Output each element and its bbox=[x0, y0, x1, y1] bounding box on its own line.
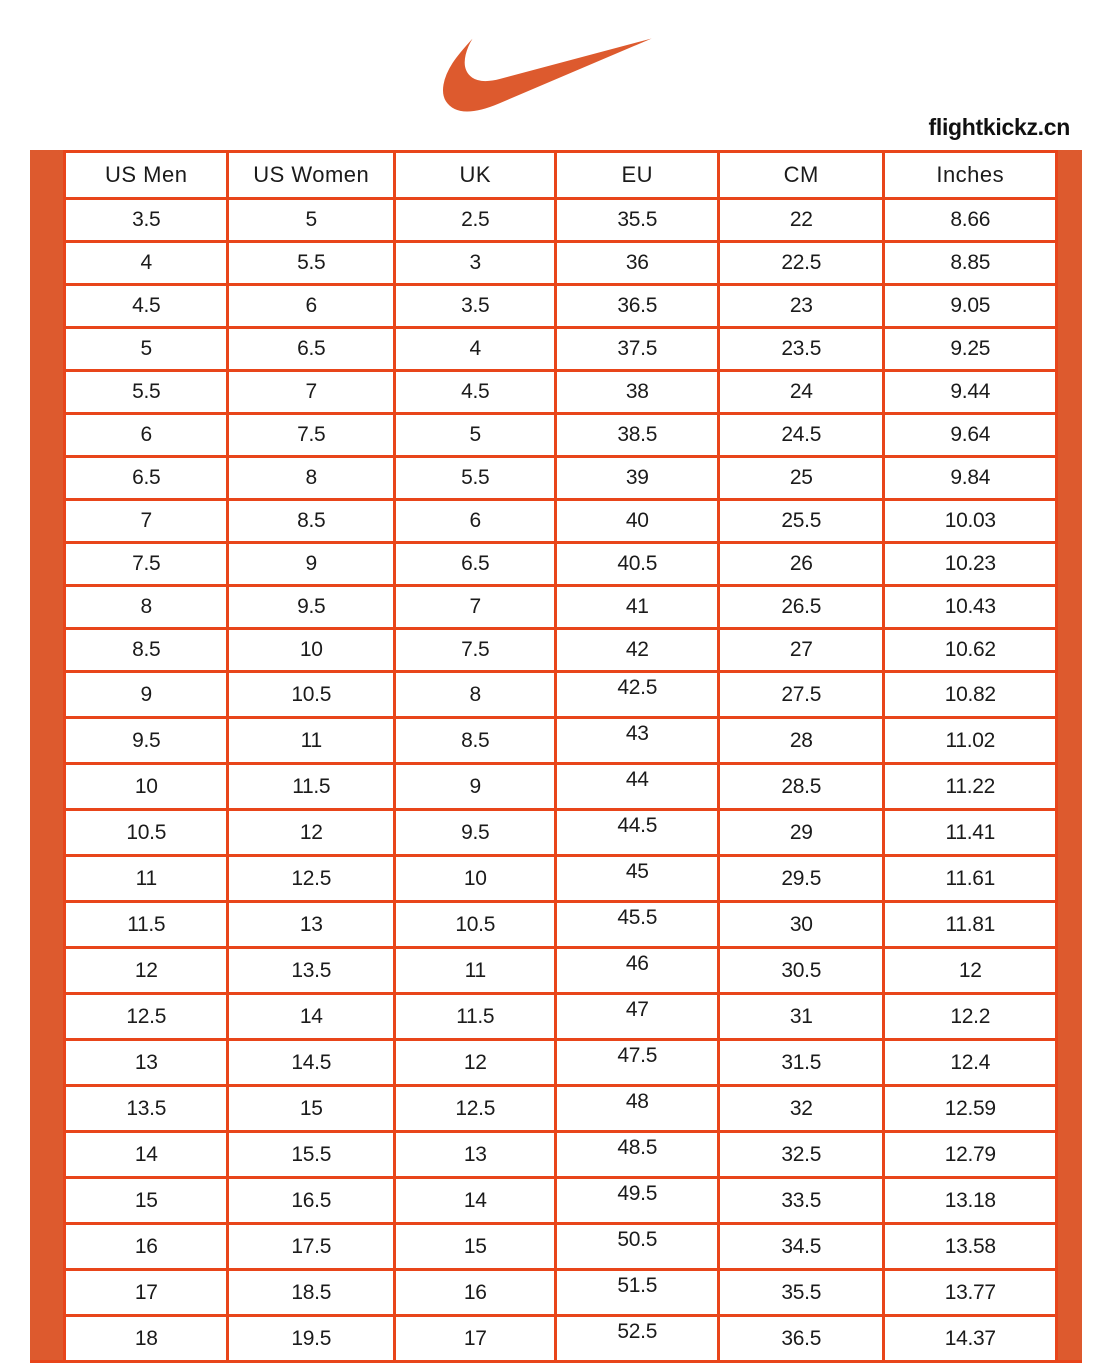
size-cell: 32.5 bbox=[719, 1132, 884, 1178]
size-cell: 7 bbox=[395, 586, 556, 629]
size-cell: 12.5 bbox=[228, 856, 395, 902]
size-cell: 9.5 bbox=[395, 810, 556, 856]
size-cell: 17 bbox=[395, 1316, 556, 1362]
table-row bbox=[65, 414, 1057, 457]
size-cell: 13.77 bbox=[884, 1270, 1057, 1316]
size-cell: 25 bbox=[719, 457, 884, 500]
size-conversion-chart bbox=[30, 150, 1082, 1363]
size-cell: 11.41 bbox=[884, 810, 1057, 856]
size-cell: 11.02 bbox=[884, 718, 1057, 764]
size-cell: 10.5 bbox=[65, 810, 228, 856]
size-cell: 14.37 bbox=[884, 1316, 1057, 1362]
size-cell: 24 bbox=[719, 371, 884, 414]
size-cell: 7 bbox=[65, 500, 228, 543]
size-cell: 9.5 bbox=[228, 586, 395, 629]
size-cell: 23.5 bbox=[719, 328, 884, 371]
size-cell: 9.84 bbox=[884, 457, 1057, 500]
size-cell: 4.5 bbox=[395, 371, 556, 414]
size-cell: 6 bbox=[395, 500, 556, 543]
right-accent-bar bbox=[1058, 150, 1082, 1363]
size-cell: 35.5 bbox=[719, 1270, 884, 1316]
size-cell: 7.5 bbox=[228, 414, 395, 457]
size-cell: 6 bbox=[65, 414, 228, 457]
size-cell: 3.5 bbox=[65, 199, 228, 242]
size-cell: 10.23 bbox=[884, 543, 1057, 586]
size-cell: 9.05 bbox=[884, 285, 1057, 328]
size-cell: 13.18 bbox=[884, 1178, 1057, 1224]
size-cell: 12 bbox=[65, 948, 228, 994]
size-cell: 5.5 bbox=[395, 457, 556, 500]
size-cell: 22.5 bbox=[719, 242, 884, 285]
size-cell: 29 bbox=[719, 810, 884, 856]
size-cell: 14 bbox=[65, 1132, 228, 1178]
size-cell: 12.79 bbox=[884, 1132, 1057, 1178]
size-cell: 45 bbox=[556, 856, 719, 902]
size-cell: 30 bbox=[719, 902, 884, 948]
table-row bbox=[65, 242, 1057, 285]
size-cell: 12.5 bbox=[65, 994, 228, 1040]
size-cell: 46 bbox=[556, 948, 719, 994]
size-cell: 9 bbox=[395, 764, 556, 810]
table-row bbox=[65, 718, 1057, 764]
size-cell: 12.59 bbox=[884, 1086, 1057, 1132]
header-row bbox=[65, 152, 1057, 199]
size-cell: 5.5 bbox=[228, 242, 395, 285]
size-cell: 11 bbox=[65, 856, 228, 902]
size-cell: 40.5 bbox=[556, 543, 719, 586]
size-cell: 28.5 bbox=[719, 764, 884, 810]
size-cell: 45.5 bbox=[556, 902, 719, 948]
size-cell: 10.62 bbox=[884, 629, 1057, 672]
size-cell: 16 bbox=[395, 1270, 556, 1316]
size-cell: 8 bbox=[65, 586, 228, 629]
size-cell: 47 bbox=[556, 994, 719, 1040]
table-row bbox=[65, 810, 1057, 856]
size-cell: 4 bbox=[395, 328, 556, 371]
size-cell: 31 bbox=[719, 994, 884, 1040]
size-cell: 5 bbox=[228, 199, 395, 242]
size-cell: 10 bbox=[395, 856, 556, 902]
size-cell: 14.5 bbox=[228, 1040, 395, 1086]
size-cell: 42.5 bbox=[556, 672, 719, 718]
size-cell: 19.5 bbox=[228, 1316, 395, 1362]
size-cell: 13 bbox=[395, 1132, 556, 1178]
size-cell: 5 bbox=[65, 328, 228, 371]
size-cell: 12 bbox=[884, 948, 1057, 994]
size-cell: 15 bbox=[228, 1086, 395, 1132]
column-header: US Men bbox=[65, 152, 228, 199]
column-header: EU bbox=[556, 152, 719, 199]
size-cell: 9.64 bbox=[884, 414, 1057, 457]
size-cell: 22 bbox=[719, 199, 884, 242]
size-cell: 5 bbox=[395, 414, 556, 457]
column-header: US Women bbox=[228, 152, 395, 199]
table-row bbox=[65, 285, 1057, 328]
size-cell: 26.5 bbox=[719, 586, 884, 629]
size-cell: 9.44 bbox=[884, 371, 1057, 414]
table-row bbox=[65, 1270, 1057, 1316]
size-cell: 16 bbox=[65, 1224, 228, 1270]
size-cell: 2.5 bbox=[395, 199, 556, 242]
size-cell: 8.5 bbox=[228, 500, 395, 543]
size-cell: 48.5 bbox=[556, 1132, 719, 1178]
size-cell: 11 bbox=[395, 948, 556, 994]
size-cell: 13 bbox=[65, 1040, 228, 1086]
size-cell: 14 bbox=[395, 1178, 556, 1224]
nike-swoosh-icon bbox=[443, 26, 653, 124]
size-cell: 15.5 bbox=[228, 1132, 395, 1178]
column-header: Inches bbox=[884, 152, 1057, 199]
size-table bbox=[63, 150, 1058, 1363]
size-cell: 37.5 bbox=[556, 328, 719, 371]
table-row bbox=[65, 1178, 1057, 1224]
size-cell: 8 bbox=[228, 457, 395, 500]
size-cell: 44.5 bbox=[556, 810, 719, 856]
size-cell: 43 bbox=[556, 718, 719, 764]
size-cell: 6 bbox=[228, 285, 395, 328]
size-cell: 13.58 bbox=[884, 1224, 1057, 1270]
size-cell: 4.5 bbox=[65, 285, 228, 328]
size-cell: 8 bbox=[395, 672, 556, 718]
size-cell: 27 bbox=[719, 629, 884, 672]
size-cell: 12 bbox=[228, 810, 395, 856]
size-cell: 29.5 bbox=[719, 856, 884, 902]
size-cell: 8.85 bbox=[884, 242, 1057, 285]
size-cell: 10.03 bbox=[884, 500, 1057, 543]
site-watermark: flightkickz.cn bbox=[928, 114, 1070, 140]
size-cell: 6.5 bbox=[228, 328, 395, 371]
size-cell: 12.5 bbox=[395, 1086, 556, 1132]
size-cell: 49.5 bbox=[556, 1178, 719, 1224]
size-cell: 34.5 bbox=[719, 1224, 884, 1270]
size-cell: 12 bbox=[395, 1040, 556, 1086]
size-cell: 7.5 bbox=[395, 629, 556, 672]
size-cell: 36 bbox=[556, 242, 719, 285]
size-cell: 10 bbox=[228, 629, 395, 672]
size-cell: 36.5 bbox=[556, 285, 719, 328]
size-cell: 9.5 bbox=[65, 718, 228, 764]
size-cell: 10.43 bbox=[884, 586, 1057, 629]
size-cell: 9 bbox=[65, 672, 228, 718]
table-row bbox=[65, 856, 1057, 902]
size-cell: 32 bbox=[719, 1086, 884, 1132]
table-row bbox=[65, 371, 1057, 414]
size-cell: 42 bbox=[556, 629, 719, 672]
size-cell: 12.2 bbox=[884, 994, 1057, 1040]
size-cell: 18 bbox=[65, 1316, 228, 1362]
size-cell: 10.5 bbox=[228, 672, 395, 718]
column-header: UK bbox=[395, 152, 556, 199]
table-row bbox=[65, 1224, 1057, 1270]
size-cell: 40 bbox=[556, 500, 719, 543]
table-row bbox=[65, 629, 1057, 672]
size-cell: 51.5 bbox=[556, 1270, 719, 1316]
size-cell: 36.5 bbox=[719, 1316, 884, 1362]
table-row bbox=[65, 1132, 1057, 1178]
size-cell: 11.22 bbox=[884, 764, 1057, 810]
size-cell: 13 bbox=[228, 902, 395, 948]
size-cell: 38 bbox=[556, 371, 719, 414]
table-row bbox=[65, 500, 1057, 543]
size-cell: 11.5 bbox=[395, 994, 556, 1040]
size-cell: 14 bbox=[228, 994, 395, 1040]
table-row bbox=[65, 543, 1057, 586]
size-cell: 25.5 bbox=[719, 500, 884, 543]
size-cell: 6.5 bbox=[395, 543, 556, 586]
size-cell: 8.5 bbox=[395, 718, 556, 764]
size-cell: 39 bbox=[556, 457, 719, 500]
table-row bbox=[65, 1086, 1057, 1132]
size-cell: 11.5 bbox=[65, 902, 228, 948]
table-row bbox=[65, 994, 1057, 1040]
size-cell: 13.5 bbox=[228, 948, 395, 994]
size-cell: 7 bbox=[228, 371, 395, 414]
size-cell: 38.5 bbox=[556, 414, 719, 457]
size-cell: 44 bbox=[556, 764, 719, 810]
size-cell: 7.5 bbox=[65, 543, 228, 586]
size-cell: 17.5 bbox=[228, 1224, 395, 1270]
column-header: CM bbox=[719, 152, 884, 199]
size-cell: 35.5 bbox=[556, 199, 719, 242]
size-cell: 9 bbox=[228, 543, 395, 586]
size-cell: 3 bbox=[395, 242, 556, 285]
table-row bbox=[65, 586, 1057, 629]
size-cell: 8.66 bbox=[884, 199, 1057, 242]
size-cell: 31.5 bbox=[719, 1040, 884, 1086]
table-row bbox=[65, 948, 1057, 994]
table-row bbox=[65, 328, 1057, 371]
table-row bbox=[65, 199, 1057, 242]
size-cell: 47.5 bbox=[556, 1040, 719, 1086]
size-cell: 11 bbox=[228, 718, 395, 764]
size-cell: 8.5 bbox=[65, 629, 228, 672]
size-cell: 13.5 bbox=[65, 1086, 228, 1132]
size-cell: 18.5 bbox=[228, 1270, 395, 1316]
size-cell: 12.4 bbox=[884, 1040, 1057, 1086]
size-cell: 15 bbox=[395, 1224, 556, 1270]
size-cell: 11.61 bbox=[884, 856, 1057, 902]
table-row bbox=[65, 457, 1057, 500]
size-cell: 11.5 bbox=[228, 764, 395, 810]
table-row bbox=[65, 902, 1057, 948]
size-cell: 10.82 bbox=[884, 672, 1057, 718]
table-body bbox=[65, 199, 1057, 1362]
size-cell: 52.5 bbox=[556, 1316, 719, 1362]
size-cell: 11.81 bbox=[884, 902, 1057, 948]
size-cell: 41 bbox=[556, 586, 719, 629]
table-row bbox=[65, 1316, 1057, 1362]
size-cell: 48 bbox=[556, 1086, 719, 1132]
size-cell: 15 bbox=[65, 1178, 228, 1224]
size-cell: 28 bbox=[719, 718, 884, 764]
size-cell: 10 bbox=[65, 764, 228, 810]
size-cell: 9.25 bbox=[884, 328, 1057, 371]
size-cell: 16.5 bbox=[228, 1178, 395, 1224]
size-cell: 30.5 bbox=[719, 948, 884, 994]
table-row bbox=[65, 764, 1057, 810]
size-cell: 24.5 bbox=[719, 414, 884, 457]
size-cell: 33.5 bbox=[719, 1178, 884, 1224]
size-cell: 6.5 bbox=[65, 457, 228, 500]
size-cell: 23 bbox=[719, 285, 884, 328]
size-cell: 5.5 bbox=[65, 371, 228, 414]
table-row bbox=[65, 1040, 1057, 1086]
size-cell: 10.5 bbox=[395, 902, 556, 948]
size-cell: 27.5 bbox=[719, 672, 884, 718]
left-accent-bar bbox=[30, 150, 63, 1363]
table-row bbox=[65, 672, 1057, 718]
size-cell: 17 bbox=[65, 1270, 228, 1316]
size-cell: 3.5 bbox=[395, 285, 556, 328]
size-cell: 4 bbox=[65, 242, 228, 285]
size-cell: 50.5 bbox=[556, 1224, 719, 1270]
size-cell: 26 bbox=[719, 543, 884, 586]
